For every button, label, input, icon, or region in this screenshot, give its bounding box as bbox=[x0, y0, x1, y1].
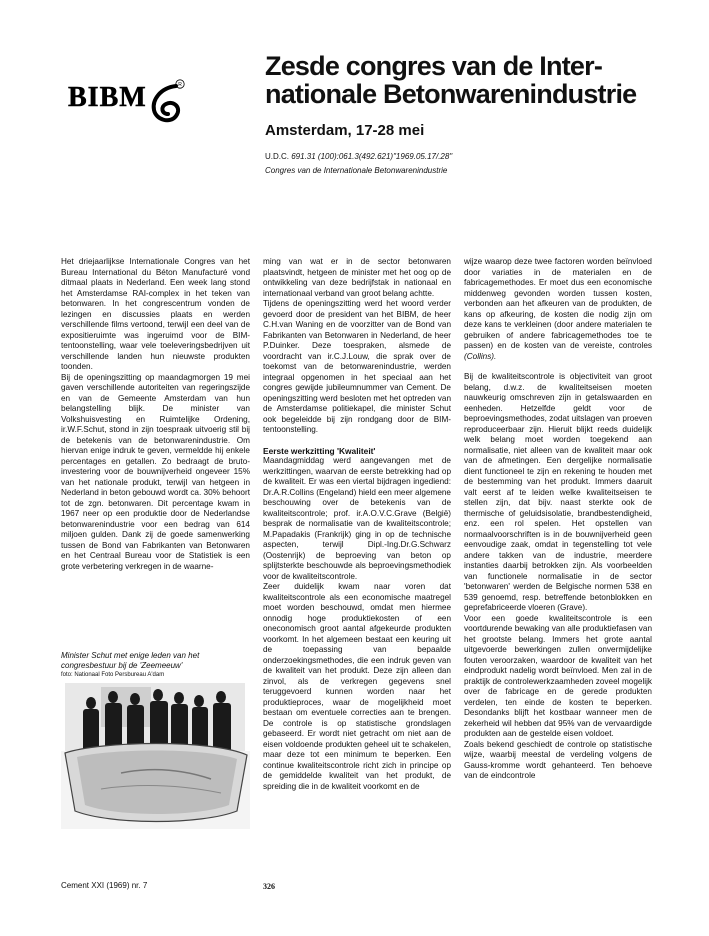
page-number: 326 bbox=[263, 882, 275, 891]
paragraph: Bij de openingszitting op maandagmorgen 19 mei gaven verschillende autoriteiten van regeringszijde en van de Gemeente Amsterdam van hun belangstelling blijk. De minister van Volkshuisvesting en Ruimtelijke Ordening, ir.W.F.Schut, stond in zijn toespraak uitvoerig stil bij de betekenis van de betonwarenindustrie. Om hiervan enige indruk te geven, vermeldde hij enkele percentages en getallen. Zo bedraagt de bruto-investering voor de bouwnijverheid ongeveer 15% van het nationale produkt, terwijl van hetgeen in Nederland in beton gebouwd wordt ca. 30% behoort tot de zgn. betonwaren. Dit percentage kwam in 1967 neer op een produktie door de Nederlandse betonwarenindustrie voor een bedrag van 614 miljoen gulden. Dank zij de goede samenwerking tussen de Bond van Fabrikanten van Betonwaren en het Centraal Bureau voor de Statistiek is een grote verbetering verkregen in de waarne- bbox=[61, 372, 250, 571]
paragraph: Zoals bekend geschiedt de controle op statistische wijze, waarbij meestal de verdeling volgens de Gauss-kromme wordt gehanteerd. Ten behoeve van de eindcontrole bbox=[464, 739, 652, 780]
article-title bbox=[265, 52, 665, 108]
paragraph: Het driejaarlijkse Internationale Congres van het Bureau International du Béton Manufacturé vond ditmaal plaats in Nederland. Een week lang stond het Amsterdamse RAI-complex in het teken van betonwaren. In het congrescentrum vonden de lezingen en discussies plaats en werden verschillende films vertoond, terwijl een deel van de expositieruimte was ingeruimd voor de BIM-tentoonstelling, waar vele toeleveringsbedrijven uit verschillende landen hun nieuwste produkten toonden. bbox=[61, 257, 250, 371]
congres-line: Congres van de Internationale Betonwarenindustrie bbox=[265, 166, 448, 175]
title-line-2: nationale Betonwarenindustrie bbox=[265, 79, 637, 109]
section-heading: Eerste werkzitting 'Kwaliteit' bbox=[263, 445, 376, 456]
paragraph-text: wijze waarop deze twee factoren worden beïnvloed door variaties in de materialen en de fabricagemethodes. Er moet dus een economische middenweg gevonden worden tussen kosten, verbonden aan het afkeuren van de produkten, de kans op afkeuring, de kosten die nodig zijn om deze kans te verkleinen (door andere materialen te gebruiken of andere fabricagemethodes toe te passen) en de kosten van de vereiste, controles bbox=[464, 257, 652, 350]
paragraph: Tijdens de openingszitting werd het woord verder gevoerd door de president van het BIBM, de heer C.H.van Waning en de voorzitter van de Bond van Fabrikanten van Betonwaren in Nederland, de heer P.Duinker. Deze toespraken, alsmede de voordracht van ir.C.J.Louw, die sprak over de toekomst van de betonwarenindustrie, werden integraal opgenomen in het speciaal aan het congres gewijde jubileumnummer van Cement. De openingszitting werd besloten met het optreden van de Amsterdamse politiekapel, die minister Schut ook begeleidde bij zijn rondgang door de BIM-tentoonstelling. bbox=[263, 299, 451, 434]
udc-label: U.D.C. bbox=[265, 152, 289, 161]
paragraph: Voor een goede kwaliteitscontrole is een voortdurende bewaking van alle produktiefasen van het grootste belang. Immers het grote aantal uitgevoerde bewerkingen zullen onvermijdelijke fouten veroorzaken, waardoor de kwaliteit van het eindprodukt nadelig wordt beïnvloed. Men zal in de praktijk de controlewerkzaamheden zoveel mogelijk over de fabricage en de gerede produkten verdelen, ten einde de kosten te beperken. Desondanks blijft het kostbaar wanneer men de zekerheid wil hebben dat 95% van de vervaardigde produkten aan de gestelde eisen voldoet. bbox=[464, 613, 652, 738]
column-2 bbox=[263, 257, 451, 792]
title-line-1: Zesde congres van de Inter- bbox=[265, 51, 603, 81]
udc-line bbox=[265, 152, 452, 161]
bibm-logo-mark-icon bbox=[146, 78, 186, 126]
paragraph bbox=[464, 257, 652, 362]
paragraph: Zeer duidelijk kwam naar voren dat kwaliteitscontrole als een economische maatregel moet worden beschouwd, omdat men hiermee onnodig hoge produktiekosten of een oneconomisch groot aantal afgekeurde produkten voorkomt. In het algemeen bestaat een keuring uit de toepassing van bepaalde onderzoekingsmethodes, die een indruk geven van de kwaliteit van het produkt. Deze zijn alleen dan zinvol, als de verkregen gegevens snel teruggevoerd kunnen worden naar het produktieproces, waar de mogelijkheid moet bestaan om eventuele correcties aan te brengen. De controle is op statistische grondslagen gebaseerd. Er wordt niet getracht om niet aan de eisen voldoende produkten geheel uit te schakelen, maar deze tot een minimum te beperken. Een continue kwaliteitscontrole richt zich in principe op de gemiddelde kwaliteit van het produkt, de spreiding die in de kwaliteit voorkomt en de bbox=[263, 582, 451, 791]
citation: (Collins). bbox=[464, 351, 497, 361]
column-1 bbox=[61, 257, 250, 572]
paragraph: Bij de kwaliteitscontrole is objectiviteit van groot belang, d.w.z. de kwaliteitseisen moeten nauwkeurig omschreven zijn in getalswaarden en eenheden. Hetzelfde geldt voor de beproevingsmethodes, zodat uitslagen van proeven reproduceerbaar zijn. Hieruit blijkt reeds duidelijk welk belang moet worden toegekend aan normalisatie, niet alleen van de kwaliteit maar ook van de afmetingen. Een dergelijke normalisatie dient functioneel te zijn en rekening te houden met de bestemming van het produkt. Immers daaruit valt eerst af te leiden welke kwaliteitseisen te stellen zijn, dat bijv. naast sterkte ook de thermische of geluidsisolatie, brandbestendigheid, enz. een rol spelen. Het opstellen van normaalvoorschriften is in de bouwnijverheid geen eenvoudige zaak, omdat in tegenstelling tot vele andere takken van de industrie, meerdere instanties daarbij betrokken zijn. Als voorbeelden van functionele normalisatie in de sector 'betonwaren' werden de Belgische normen 538 en 539 genoemd, resp. betreffende betonblokken en geprefabriceerde vloeren (Grave). bbox=[464, 372, 652, 612]
photo-credit: foto: Nationaal Foto Persbureau A'dam bbox=[61, 672, 165, 678]
bibm-logo bbox=[68, 72, 188, 132]
article-subtitle: Amsterdam, 17-28 mei bbox=[265, 122, 425, 139]
paragraph: Maandagmiddag werd aangevangen met de werkzittingen, waarvan de eerste betrekking had op de kwaliteit. Er was een viertal bijdragen ingediend: Dr.A.R.Collins (Engeland) hield een meer algemene beschouwing over de betekenis van de kwaliteitscontrole; prof. ir.A.O.V.C.Grave (België) besprak de normalisatie van de kwaliteitscontrole; M.Papadakis (Frankrijk) ging in op de technische aspecten, terwijl Dipl.-Ing.Dr.G.Schwarz (Oostenrijk) de beproeving van beton op splijtsterkte beschouwde als beproevingsmethodiek voor de kwaliteitscontrole. bbox=[263, 456, 451, 581]
journal-footer: Cement XXI (1969) nr. 7 bbox=[61, 881, 148, 890]
bibm-logo-text: BIBM bbox=[68, 82, 147, 113]
congress-photo bbox=[61, 683, 250, 829]
svg-text:R: R bbox=[178, 82, 182, 88]
paragraph: ming van wat er in de sector betonwaren plaatsvindt, hetgeen de minister met het oog op de ontwikkeling van deze bedrijfstak in nationaal en internationaal verband van groot belang achtte. bbox=[263, 257, 451, 298]
udc-code: 691.31 (100):061.3(492.621)"1969.05.17/.28" bbox=[291, 152, 453, 161]
column-3 bbox=[464, 257, 652, 782]
photo-caption: Minister Schut met enige leden van het congresbestuur bij de 'Zeemeeuw' bbox=[61, 651, 200, 670]
